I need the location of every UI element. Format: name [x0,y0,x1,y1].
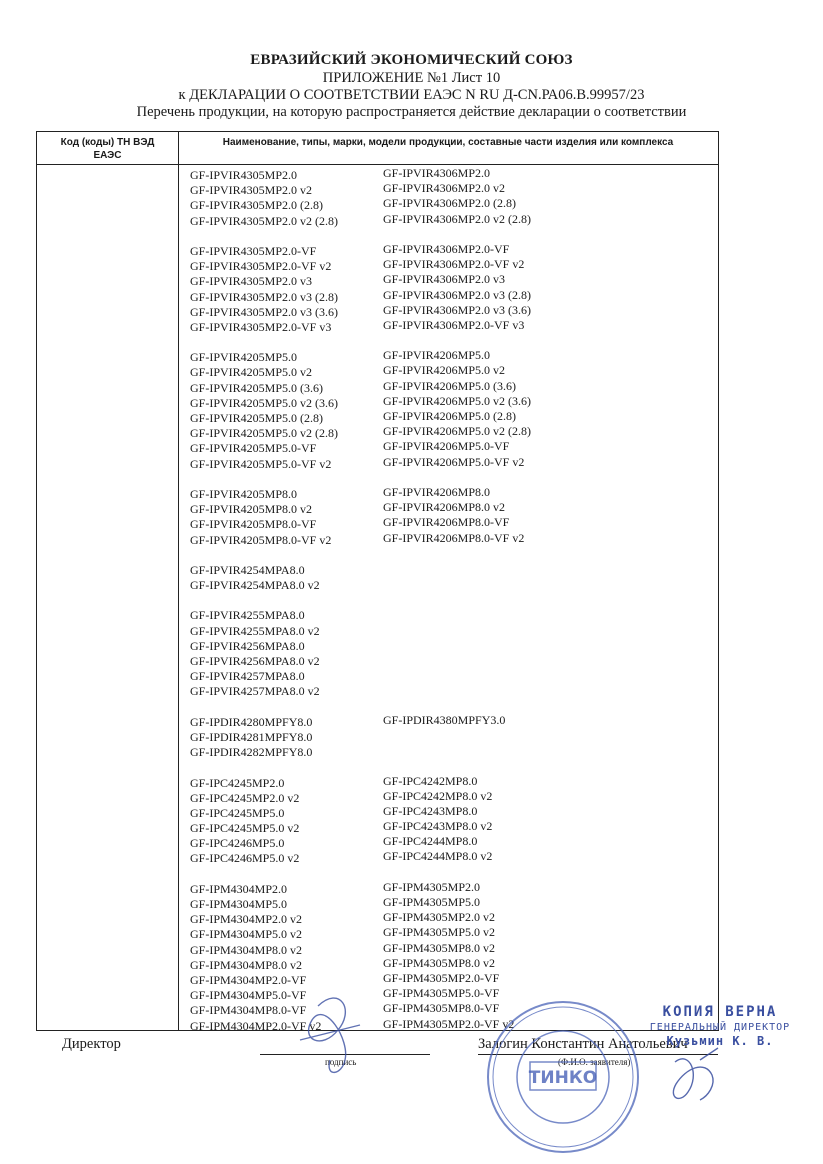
product-model-item: GF-IPVIR4305MP2.0-VF [190,243,317,258]
product-model-item: GF-IPVIR4206MP5.0-VF v2 [383,454,525,469]
product-model-item: GF-IPC4244MP8.0 [383,834,478,849]
product-model-item: GF-IPC4246MP5.0 v2 [190,851,300,866]
spacer [190,700,338,715]
product-model-item: GF-IPVIR4205MP5.0-VF v2 [190,456,332,471]
product-model-item: GF-IPVIR4305MP2.0 v2 (2.8) [190,213,339,228]
product-model-item: GF-IPVIR4306MP2.0-VF [383,241,510,256]
product-model-item: GF-IPVIR4305MP2.0 [190,168,298,182]
product-model-item: GF-IPM4304MP5.0-VF [190,988,307,1003]
name-line [478,1054,718,1055]
product-model-item: GF-IPM4305MP2.0-VF v2 [383,1016,515,1031]
signature-caption: подпись [325,1057,357,1067]
product-model-item: GF-IPC4243MP8.0 v2 [383,819,493,834]
product-model-item: GF-IPVIR4205MP5.0 (3.6) [190,380,324,395]
product-model-item: GF-IPVIR4306MP2.0-VF v2 [383,257,525,272]
product-model-item: GF-IPM4305MP2.0 v2 [383,910,496,925]
product-model-item: GF-IPVIR4205MP5.0 v2 (3.6) [190,395,339,410]
product-model-item: GF-IPVIR4306MP2.0 v2 [383,181,506,196]
spacer [383,758,531,773]
column-header-code-line2: ЕАЭС [93,150,122,161]
spacer [383,546,531,561]
spacer [190,760,338,775]
product-model-item: GF-IPVIR4257MPA8.0 [190,669,305,684]
product-model-item: GF-IPC4244MP8.0 v2 [383,849,493,864]
product-model-item: GF-IPVIR4306MP2.0-VF v3 [383,317,525,332]
product-model-item: GF-IPVIR4306MP2.0 (2.8) [383,196,517,211]
product-model-item: GF-IPVIR4305MP2.0 v2 [190,183,313,198]
product-model-item: GF-IPM4304MP8.0 v2 [190,942,303,957]
product-model-item: GF-IPVIR4256MPA8.0 v2 [190,654,320,668]
spacer [383,622,531,637]
product-model-item: GF-IPVIR4305MP2.0 (2.8) [190,198,324,213]
product-list-title: Перечень продукции, на которую распространяется действие декларации о соответствии [136,104,687,120]
product-model-item: GF-IPVIR4305MP2.0-VF v2 [190,259,332,274]
spacer [383,652,531,667]
product-model-item: GF-IPVIR4205MP8.0-VF v2 [190,532,332,547]
product-model-item: GF-IPM4305MP5.0-VF [383,986,500,1001]
product-model-item: GF-IPVIR4305MP2.0 v3 (3.6) [190,304,339,319]
product-model-item: GF-IPVIR4255MPA8.0 v2 [190,623,320,638]
declaration-reference: к ДЕКЛАРАЦИИ О СООТВЕТСТВИИ ЕАЭС N RU Д-CN.РА06.В.99957/23 [178,87,645,103]
product-model-item: GF-IPVIR4206MP8.0-VF [383,515,510,530]
product-model-item: GF-IPVIR4254MPA8.0 [190,562,305,577]
spacer [190,472,338,487]
spacer [383,865,531,880]
spacer [383,637,531,652]
product-model-item: GF-IPM4304MP5.0 v2 [190,927,303,942]
copy-certified-stamp [640,1004,800,1048]
product-model-item: GF-IPVIR4206MP5.0-VF [383,439,510,454]
product-model-item: GF-IPDIR4281MPFY8.0 [190,729,313,744]
column-divider [178,132,179,1030]
product-model-item: GF-IPM4305MP8.0 v2 [383,955,496,970]
product-model-item: GF-IPM4304MP8.0 v2 [190,957,303,972]
spacer [383,728,531,743]
product-model-item: GF-IPVIR4206MP5.0 v2 (3.6) [383,393,532,408]
product-model-item: GF-IPVIR4306MP2.0 v2 (2.8) [383,211,532,226]
product-model-item: GF-IPC4245MP2.0 v2 [190,790,300,805]
product-model-item: GF-IPVIR4205MP5.0 v2 (2.8) [190,426,339,441]
product-model-item: GF-IPVIR4206MP8.0 v2 [383,500,506,515]
spacer [383,682,531,697]
name-caption: (Ф.И.О. заявителя) [558,1057,631,1067]
product-model-item: GF-IPVIR4206MP8.0-VF v2 [383,530,525,545]
product-model-item: GF-IPM4304MP5.0 [190,897,288,911]
product-model-item: GF-IPC4242MP8.0 [383,773,478,788]
product-model-item: GF-IPVIR4206MP8.0 [383,484,491,499]
product-model-item: GF-IPM4305MP8.0-VF [383,1001,500,1016]
product-model-item: GF-IPVIR4305MP2.0 v3 (2.8) [190,289,339,304]
product-model-item: GF-IPC4242MP8.0 v2 [383,788,493,803]
product-model-item: GF-IPVIR4206MP5.0 v2 [383,363,506,378]
product-model-item: GF-IPVIR4206MP5.0 (3.6) [383,378,517,393]
column-header-name: Наименование, типы, марки, модели продукции, составные части изделия или комплекса [222,137,674,148]
product-model-item: GF-IPVIR4206MP5.0 v2 (2.8) [383,424,532,439]
product-model-item: GF-IPVIR4205MP5.0 (2.8) [190,411,324,425]
product-model-item: GF-IPVIR4205MP8.0 v2 [190,502,313,517]
product-model-item: GF-IPM4305MP2.0 [383,879,481,894]
stamp-copy-label: КОПИЯ ВЕРНА [662,1004,778,1020]
product-model-item: GF-IPVIR4305MP2.0 v3 [190,274,313,289]
product-model-item: GF-IPVIR4205MP5.0 [190,350,298,365]
product-model-item: GF-IPVIR4306MP2.0 v3 [383,272,506,287]
spacer [383,667,531,682]
signer-title: Директор [62,1036,121,1052]
product-model-item: GF-IPM4305MP5.0 [383,895,481,909]
product-model-item: GF-IPVIR4205MP5.0 v2 [190,365,313,380]
products-table [36,131,719,1031]
spacer [383,561,531,576]
product-model-item: GF-IPDIR4380MPFY3.0 [383,712,506,727]
product-model-item: GF-IPM4304MP8.0-VF [190,1003,307,1018]
spacer [383,333,531,348]
spacer [190,593,338,608]
signer-name: Залогин Константин Анатольевич [478,1036,688,1052]
product-model-item: GF-IPVIR4306MP2.0 v3 (3.6) [383,302,532,317]
appendix-title: ПРИЛОЖЕНИЕ №1 Лист 10 [322,70,501,86]
signature-line [260,1054,430,1055]
product-model-item: GF-IPC4245MP5.0 [190,805,285,820]
product-models-right-column [383,166,531,1032]
product-model-item: GF-IPDIR4282MPFY8.0 [190,745,313,760]
product-model-item: GF-IPM4305MP5.0 v2 [383,925,496,940]
stamp-position-label: ГЕНЕРАЛЬНЫЙ ДИРЕКТОР [649,1022,791,1033]
spacer [383,470,531,485]
product-model-item: GF-IPM4304MP2.0 [190,881,288,896]
header-divider [37,164,718,165]
product-model-item: GF-IPM4305MP2.0-VF [383,970,500,985]
product-model-item: GF-IPVIR4255MPA8.0 [190,608,305,623]
product-model-item: GF-IPDIR4280MPFY8.0 [190,714,313,729]
spacer [190,867,338,882]
product-model-item: GF-IPVIR4256MPA8.0 [190,638,305,653]
stamp-name-label: Кузьмин К. В. [666,1034,774,1048]
product-models-left-column [190,168,338,1034]
spacer [190,229,338,244]
spacer [190,548,338,563]
product-model-item: GF-IPVIR4257MPA8.0 v2 [190,684,320,699]
product-model-item: GF-IPC4245MP5.0 v2 [190,821,300,836]
product-model-item: GF-IPVIR4205MP8.0-VF [190,517,317,532]
product-model-item: GF-IPVIR4306MP2.0 v3 (2.8) [383,287,532,302]
product-model-item: GF-IPM4304MP2.0-VF [190,972,307,987]
product-model-item: GF-IPC4246MP5.0 [190,836,285,851]
product-model-item: GF-IPVIR4205MP8.0 [190,486,298,501]
product-model-item: GF-IPVIR4305MP2.0-VF v3 [190,319,332,334]
spacer [383,606,531,621]
product-model-item: GF-IPVIR4254MPA8.0 v2 [190,578,320,593]
product-model-item: GF-IPM4304MP2.0 v2 [190,912,303,927]
spacer [383,698,531,713]
document-union-title: ЕВРАЗИЙСКИЙ ЭКОНОМИЧЕСКИЙ СОЮЗ [250,52,573,68]
product-model-item: GF-IPVIR4205MP5.0-VF [190,441,317,456]
product-model-item: GF-IPVIR4206MP5.0 (2.8) [383,409,517,423]
seal-center-label: ТИНКО [528,1068,598,1088]
spacer [383,591,531,606]
product-model-item: GF-IPC4243MP8.0 [383,803,478,818]
product-model-item: GF-IPC4245MP2.0 [190,775,285,790]
spacer [383,227,531,242]
product-model-item: GF-IPVIR4206MP5.0 [383,348,491,363]
spacer [383,576,531,591]
column-header-code [37,136,178,162]
product-model-item: GF-IPM4305MP8.0 v2 [383,940,496,955]
column-header-code-line1: Код (коды) ТН ВЭД [60,137,155,148]
product-model-item: GF-IPM4304MP2.0-VF v2 [190,1018,322,1033]
spacer [190,335,338,350]
product-model-item: GF-IPVIR4306MP2.0 [383,166,491,180]
spacer [383,743,531,758]
